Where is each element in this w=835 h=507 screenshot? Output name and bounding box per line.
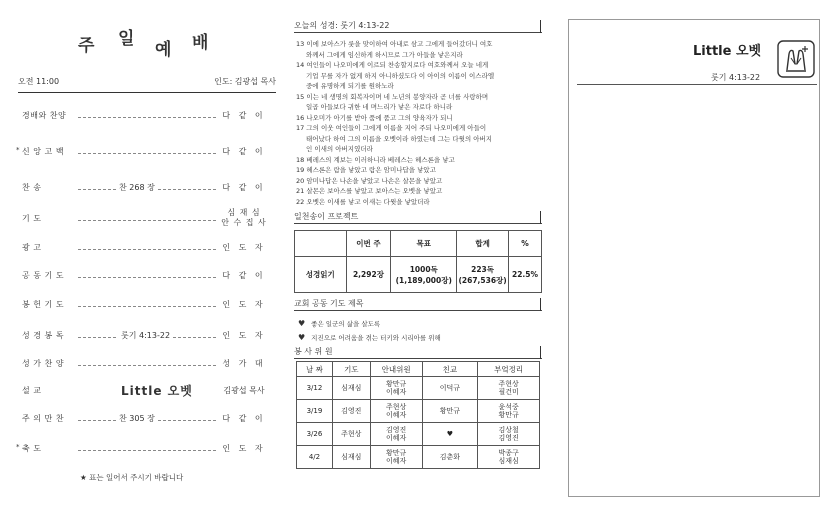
order-label: 기 도 [22,214,42,223]
order-leader: 다 같 이 [222,111,266,120]
verse-line: 18 베레스의 계보는 이러하니라 베레스는 헤스론을 낳고 [296,155,455,164]
kitchen-name: 주현상 [498,379,519,388]
kitchen-cell [478,423,540,446]
title-char: 배 [192,28,208,53]
prayer-cell: 심재심 [332,446,370,469]
verse-line: 21 살몬은 보아스를 낳았고 보아스는 오벳을 낳았고 [296,187,443,195]
table-header: 기도 [332,362,370,377]
kitchen-name: 김영진 [498,434,519,442]
table-header: 목표 [391,231,457,257]
prayer-item [298,317,441,331]
goal-line: 1000독 [409,264,438,274]
kitchen-name: 황만규 [498,411,519,419]
date-cell: 3/26 [297,423,333,446]
table-row [297,446,540,469]
sermon-title: Little 오벳 [693,44,762,59]
order-label: 축 도 [22,444,42,453]
prayer-list [298,317,441,345]
table-header: 합계 [457,231,509,257]
prayer-item [298,331,441,345]
table-header-row [295,231,542,257]
goal-value [391,257,457,293]
total-line: (267,536장) [458,275,507,285]
row-label: 성경읽기 [295,257,347,293]
divider [294,223,542,224]
table-header: 친교 [422,362,478,377]
leader-dots [78,306,216,307]
order-item [18,110,276,126]
guide-name: 이혜자 [385,434,407,442]
order-item [18,270,276,286]
order-leader: 인 도 자 [222,243,266,252]
guide-cell [370,446,422,469]
fellowship-cell: 김춘화 [422,446,478,469]
table-row [297,400,540,423]
verse-line: 17 그의 이웃 여인들이 그에게 이름을 지어 주되 나오미에게 아들이 [296,124,487,132]
heading-bar [540,20,541,33]
table-header-row [297,362,540,377]
this-week-value: 2,292장 [346,257,391,293]
order-item [18,299,276,315]
order-label: 신 앙 고 백 [22,147,65,156]
order-detail: 찬 268 장 [116,182,158,193]
verse-line: 태어났다 하여 그의 이름을 오벳이라 하였는데 그는 다윗의 아버지 [306,134,493,143]
guide-cell [370,423,422,446]
date-cell: 4/2 [297,446,333,469]
guide-name: 이혜자 [385,411,407,419]
order-label: 봉 헌 기 도 [22,300,65,309]
fellowship-cell: ♥ [422,423,478,446]
order-leader: 성 가 대 [222,359,266,368]
verse-line: 16 나오미가 아기를 받아 품에 품고 그의 양육자가 되니 [296,113,453,122]
reading-heading: 오늘의 성경: 룻기 4:13-22 [294,21,390,30]
order-item [18,443,276,459]
fellowship-cell: 황만규 [422,400,478,423]
table-header: 이번 주 [346,231,391,257]
order-label: 성 가 찬 양 [22,359,65,368]
prayer-cell: 심재심 [332,377,370,400]
order-item [18,413,276,429]
praying-hands-icon [777,40,815,78]
order-leader [218,208,270,228]
leader-dots [78,249,216,250]
title-char: 예 [155,35,171,60]
progress-heading: 일천송이 프로젝트 [294,212,359,221]
prayer-text: 좋은 일군의 삶을 살도록 [311,320,381,328]
progress-table [294,230,542,293]
order-leader: 김광섭 목사 [223,386,265,395]
guide-name: 황만규 [385,448,407,457]
leader-dots [78,365,216,366]
order-leader: 다 같 이 [222,414,266,423]
fellowship-cell: 이덕규 [422,377,478,400]
verse-line: 기업 무를 자가 없게 하지 아니하셨도다 이 아이의 이름이 이스라엘 [306,71,495,80]
order-leader-line: 안 수 집 사 [221,218,267,227]
heart-icon: ♥ [298,333,306,342]
kitchen-cell [478,446,540,469]
order-item [18,182,276,198]
order-label: 찬 송 [22,183,42,192]
kitchen-name: 심재심 [498,457,519,465]
order-leader: 인 도 자 [222,300,266,309]
sermon-card [568,19,820,497]
kitchen-name: 필건미 [498,388,519,396]
verse-list [296,39,546,207]
standing-note: ★ 표는 일어서 주시기 바랍니다 [80,473,184,482]
verse-line: 19 헤스론은 람을 낳았고 람은 암미나답을 낳았고 [296,166,436,174]
order-detail: Little 오벳 [118,382,196,399]
verse-line: 와께서 그에게 임신하게 하시므로 그가 아들을 낳은지라 [306,50,463,59]
table-row [297,423,540,446]
volunteer-table [296,361,540,469]
heading-bar [540,211,541,224]
divider [294,310,542,311]
order-detail: 찬 305 장 [116,413,158,424]
leader-dots [78,153,216,154]
guide-name: 주현상 [385,402,407,411]
order-label: 광 고 [22,243,42,252]
service-info [18,76,276,90]
order-label: 공 동 기 도 [22,271,65,280]
table-header: 안내위원 [370,362,422,377]
guide-cell [370,400,422,423]
order-leader: 다 같 이 [222,147,266,156]
table-header: 날 짜 [297,362,333,377]
divider [294,32,542,33]
leader-dots [78,277,216,278]
verse-line: 중에 유명하게 되기를 원하노라 [306,82,394,90]
kitchen-name: 윤석중 [498,402,519,411]
title-char: 일 [118,24,134,49]
prayer-cell: 김영진 [332,400,370,423]
table-header: % [509,231,542,257]
order-item [18,358,276,374]
verse-line: 15 이는 네 생명의 회복자이며 네 노년의 봉양자라 곧 너를 사랑하며 [296,92,489,101]
prayer-heading: 교회 공동 기도 제목 [294,299,364,308]
order-label: 성 경 봉 독 [22,331,65,340]
divider [577,84,817,85]
prayer-cell: 주현상 [332,423,370,446]
order-item [18,330,276,346]
order-item [18,242,276,258]
table-row [297,377,540,400]
guide-name: 황만규 [385,379,407,388]
guide-name: 김영진 [385,425,407,434]
verse-line: 인 이새의 아버지였더라 [306,145,373,153]
table-header: 부엌정리 [478,362,540,377]
order-leader: 다 같 이 [222,183,266,192]
order-label: 설 교 [22,386,42,395]
goal-line: (1,189,000장) [395,275,452,285]
guide-name: 이혜자 [385,388,407,396]
table-header [295,231,347,257]
leader-dots [78,220,216,221]
order-item [18,208,276,229]
leader-dots [78,450,216,451]
reading-panel [290,0,546,507]
sermon-reference: 룻기 4:13-22 [711,73,761,82]
divider [294,358,542,359]
kitchen-name: 박종구 [498,448,519,457]
volunteer-heading: 봉 사 위 원 [294,347,333,356]
service-leader: 인도: 김광섭 목사 [214,77,276,86]
verse-line: 14 여인들이 나오미에게 이르되 찬송할지로다 여호와께서 오늘 네게 [296,61,489,69]
order-item [18,385,276,401]
percent-value: 22.5% [509,257,542,293]
verse-line: 22 오벳은 이새를 낳고 이새는 다윗을 낳았더라 [296,197,430,206]
date-cell: 3/19 [297,400,333,423]
order-detail: 룻기 4:13-22 [118,330,173,341]
date-cell: 3/12 [297,377,333,400]
order-leader: 인 도 자 [222,444,266,453]
stand-marker: * [16,443,20,451]
order-leader-line: 심 재 심 [227,208,261,217]
title-char: 주 [78,31,94,56]
kitchen-cell [478,377,540,400]
worship-order-panel [0,0,282,507]
divider [18,92,276,93]
order-item [18,146,276,162]
heading-bar [540,346,541,359]
kitchen-name: 김상철 [498,425,519,434]
leader-dots [78,117,216,118]
verse-line: 일곱 아들보다 귀한 네 며느리가 낳은 자로다 하니라 [306,103,453,111]
guide-cell [370,377,422,400]
heading-bar [540,298,541,311]
order-leader: 다 같 이 [222,271,266,280]
prayer-text: 지진으로 어려움을 겪는 터키와 시리아를 위해 [311,334,441,342]
table-row [295,257,542,293]
heart-icon: ♥ [298,319,306,328]
verse-line: 20 암미나답은 나손을 낳았고 나손은 살몬을 낳았고 [296,176,443,185]
stand-marker: * [16,146,20,154]
order-label: 주 의 만 찬 [22,414,65,423]
order-leader: 인 도 자 [222,331,266,340]
total-value [457,257,509,293]
order-label: 경배와 찬양 [22,111,67,120]
verse-line: 13 이에 보아스가 룻을 맞이하여 아내로 삼고 그에게 들어갔더니 여호 [296,40,493,48]
service-time: 오전 11:00 [18,77,60,86]
total-line: 223독 [471,264,495,274]
kitchen-cell [478,400,540,423]
guide-name: 이혜자 [385,457,407,465]
